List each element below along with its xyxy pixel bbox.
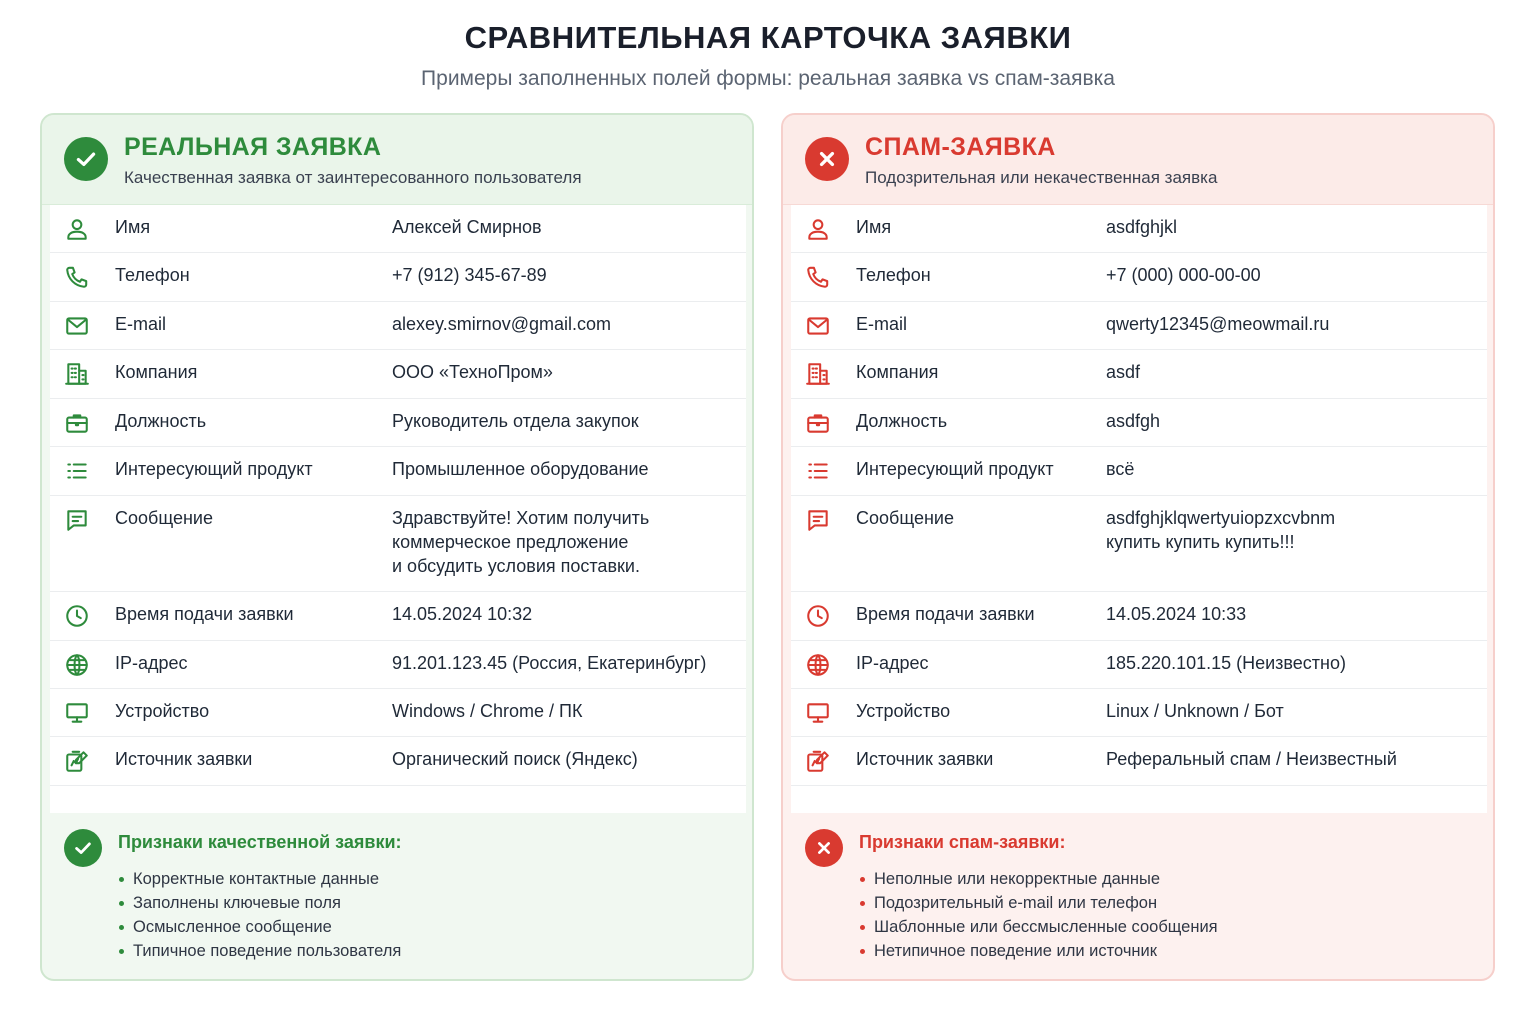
real-card-title: РЕАЛЬНАЯ ЗАЯВКА: [124, 133, 382, 161]
field-value: Промышленное оборудование: [392, 459, 649, 479]
table-row: [791, 399, 1487, 447]
real-card-header: [42, 115, 752, 205]
list-item: Осмысленное сообщение: [118, 915, 401, 939]
page-subtitle: Примеры заполненных полей формы: реальная заявка vs спам-заявка: [421, 67, 1115, 90]
field-label: Интересующий продукт: [115, 459, 313, 479]
table-row: [50, 399, 746, 447]
briefcase-icon: [805, 410, 831, 436]
table-row: [50, 253, 746, 302]
table-row: [791, 302, 1487, 350]
source-icon: [64, 748, 90, 774]
field-value: 91.201.123.45 (Россия, Екатеринбург): [392, 653, 707, 673]
phone-icon: [64, 264, 90, 290]
table-row: [791, 447, 1487, 496]
phone-icon: [805, 264, 831, 290]
spam-signs-panel: [783, 813, 1493, 981]
field-value: Алексей Смирнов: [392, 217, 542, 237]
table-row: [50, 737, 746, 786]
field-value: alexey.smirnov@gmail.com: [392, 314, 611, 334]
spam-fields-list: [791, 205, 1487, 813]
mail-icon: [805, 313, 831, 339]
spam-card-title: СПАМ-ЗАЯВКА: [865, 133, 1056, 161]
list-item: Нетипичное поведение или источник: [859, 939, 1218, 963]
list-item: Типичное поведение пользователя: [118, 939, 401, 963]
real-card-subtitle: Качественная заявка от заинтересованного пользователя: [124, 168, 582, 187]
field-label: Компания: [115, 362, 198, 382]
field-label: Телефон: [115, 265, 190, 285]
field-value: asdfgh: [1106, 411, 1161, 431]
field-label: Время подачи заявки: [115, 604, 294, 624]
page-title: СРАВНИТЕЛЬНАЯ КАРТОЧКА ЗАЯВКИ: [464, 20, 1072, 55]
field-value: 185.220.101.15 (Неизвестно): [1106, 653, 1346, 673]
field-label: IP-адрес: [856, 653, 929, 673]
table-row: [50, 496, 746, 592]
x-circle-icon: [805, 829, 843, 867]
table-row: [50, 302, 746, 350]
real-signs-panel: [42, 813, 752, 981]
field-value: Windows / Chrome / ПК: [392, 701, 583, 721]
globe-icon: [805, 652, 831, 678]
x-circle-icon: [805, 137, 849, 181]
table-row: [791, 737, 1487, 786]
field-label: Телефон: [856, 265, 931, 285]
list-item: Шаблонные или бессмысленные сообщения: [859, 915, 1218, 939]
field-value: Linux / Unknown / Бот: [1106, 701, 1284, 721]
globe-icon: [64, 652, 90, 678]
field-value: +7 (912) 345-67-89: [392, 265, 547, 285]
field-value: Руководитель отдела закупок: [392, 411, 639, 431]
building-icon: [805, 361, 831, 387]
field-value: 14.05.2024 10:33: [1106, 604, 1247, 624]
table-row: [791, 205, 1487, 253]
list-icon: [64, 458, 90, 484]
field-label: Должность: [856, 411, 948, 431]
field-label: Имя: [115, 217, 151, 237]
user-icon: [805, 216, 831, 242]
field-label: Должность: [115, 411, 207, 431]
field-label: Источник заявки: [856, 749, 994, 769]
table-row: [791, 253, 1487, 302]
field-label: Время подачи заявки: [856, 604, 1035, 624]
monitor-icon: [805, 700, 831, 726]
field-value: Реферальный спам / Неизвестный: [1106, 749, 1397, 769]
check-circle-icon: [64, 137, 108, 181]
source-icon: [805, 748, 831, 774]
real-signs-title: Признаки качественной заявки:: [118, 832, 402, 852]
table-row: [791, 350, 1487, 399]
field-value: Здравствуйте! Хотим получить коммерческое предложение и обсудить условия поставки.: [392, 508, 650, 576]
field-label: Компания: [856, 362, 939, 382]
clock-icon: [805, 603, 831, 629]
table-row: [791, 641, 1487, 689]
list-icon: [805, 458, 831, 484]
spam-request-card: [781, 113, 1495, 981]
table-row: [50, 641, 746, 689]
table-row: [791, 496, 1487, 592]
user-icon: [64, 216, 90, 242]
real-signs-list: [118, 867, 401, 963]
real-fields-list: [50, 205, 746, 813]
field-value: +7 (000) 000-00-00: [1106, 265, 1261, 285]
field-label: Источник заявки: [115, 749, 253, 769]
spam-card-subtitle: Подозрительная или некачественная заявка: [865, 168, 1218, 187]
field-label: Сообщение: [856, 508, 954, 528]
mail-icon: [64, 313, 90, 339]
field-value: qwerty12345@meowmail.ru: [1106, 314, 1330, 334]
list-item: Корректные контактные данные: [118, 867, 401, 891]
spam-signs-title: Признаки спам-заявки:: [859, 832, 1066, 852]
list-item: Подозрительный e-mail или телефон: [859, 891, 1218, 915]
real-request-card: [40, 113, 754, 981]
list-item: Неполные или некорректные данные: [859, 867, 1218, 891]
field-label: Устройство: [115, 701, 210, 721]
building-icon: [64, 361, 90, 387]
monitor-icon: [64, 700, 90, 726]
field-value: 14.05.2024 10:32: [392, 604, 533, 624]
table-row: [50, 205, 746, 253]
check-circle-icon: [64, 829, 102, 867]
table-row: [791, 592, 1487, 641]
message-icon: [64, 507, 90, 533]
table-row: [791, 689, 1487, 737]
field-value: asdf: [1106, 362, 1141, 382]
field-value: asdfghjkl: [1106, 217, 1178, 237]
field-value: ООО «ТехноПром»: [392, 362, 553, 382]
field-label: Интересующий продукт: [856, 459, 1054, 479]
table-row: [50, 350, 746, 399]
field-label: E-mail: [115, 314, 167, 334]
field-value: всё: [1106, 459, 1135, 479]
field-label: IP-адрес: [115, 653, 188, 673]
clock-icon: [64, 603, 90, 629]
spam-signs-list: [859, 867, 1218, 963]
field-label: Устройство: [856, 701, 951, 721]
field-label: E-mail: [856, 314, 908, 334]
spam-card-header: [783, 115, 1493, 205]
table-row: [50, 447, 746, 496]
field-value: asdfghjklqwertyuiopzxcvbnm купить купить купить!!!: [1106, 508, 1336, 552]
table-row: [50, 689, 746, 737]
list-item: Заполнены ключевые поля: [118, 891, 401, 915]
field-value: Органический поиск (Яндекс): [392, 749, 638, 769]
field-label: Сообщение: [115, 508, 213, 528]
message-icon: [805, 507, 831, 533]
briefcase-icon: [64, 410, 90, 436]
table-row: [50, 592, 746, 641]
field-label: Имя: [856, 217, 892, 237]
